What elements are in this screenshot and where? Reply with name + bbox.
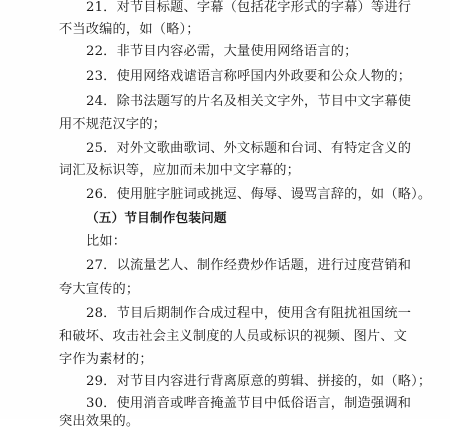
- text-line-24a: 24．除书法题写的片名及相关文字外，节目中文字幕使: [86, 94, 412, 109]
- text-line-25a: 25．对外文歌曲歌词、外文标题和台词、有特定含义的: [86, 141, 412, 156]
- text-line-example: 比如：: [86, 234, 127, 249]
- text-line-24b: 用不规范汉字的；: [59, 117, 167, 132]
- text-line-28b: 和破坏、攻击社会主义制度的人员或标识的视频、图片、文: [59, 329, 408, 344]
- text-line-30b: 突出效果的。: [59, 414, 140, 429]
- text-line-29: 29．对节目内容进行背离原意的剪辑、拼接的，如（略）；: [86, 374, 432, 389]
- text-line-26: 26．使用脏字脏词或挑逗、侮辱、谩骂言辞的，如（略）。: [86, 187, 432, 202]
- text-line-21b: 不当改编的，如（略）；: [59, 22, 200, 37]
- text-line-28c: 字作为素材的；: [59, 352, 153, 367]
- text-line-27b: 夸大宣传的；: [59, 282, 140, 297]
- text-line-21a: 21．对节目标题、字幕（包括花字形式的字幕）等进行: [86, 0, 412, 15]
- text-line-30a: 30．使用消音或哔音掩盖节目中低俗语言，制造强调和: [86, 396, 412, 411]
- text-line-27a: 27．以流量艺人、制作经费炒作话题，进行过度营销和: [86, 258, 412, 273]
- section-heading: （五）节目制作包装问题: [86, 210, 227, 225]
- text-line-28a: 28．节目后期制作合成过程中，使用含有阻扰祖国统一: [86, 306, 412, 321]
- text-line-23: 23．使用网络戏谑语言称呼国内外政要和公众人物的；: [86, 69, 412, 84]
- text-line-22: 22．非节目内容必需，大量使用网络语言的；: [86, 44, 358, 59]
- text-line-25b: 词汇及标识等，应加而未加中文字幕的；: [59, 163, 300, 178]
